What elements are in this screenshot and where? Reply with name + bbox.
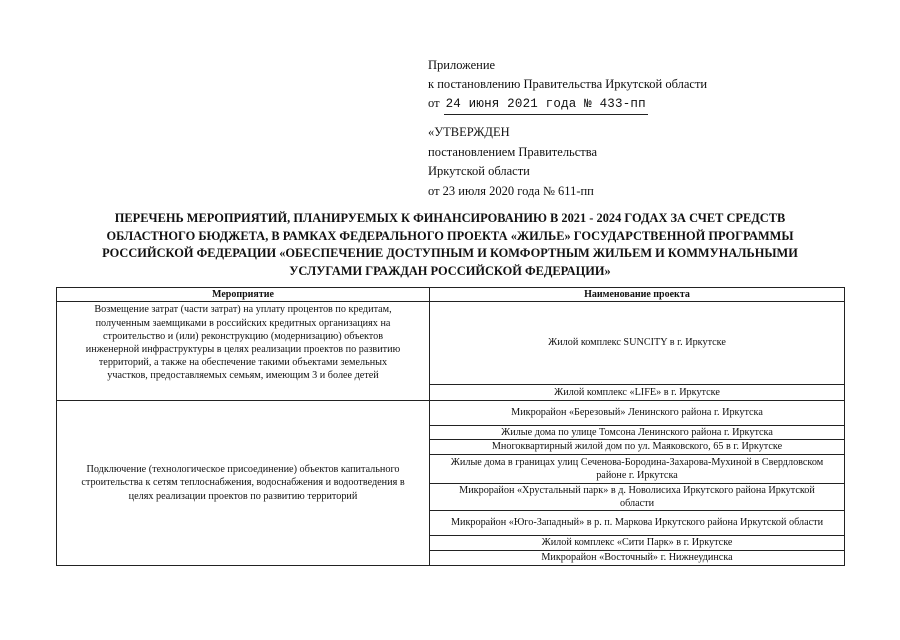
header-project: Наименование проекта xyxy=(584,289,690,300)
project-cell: Микрорайон «Хрустальный парк» в д. Новолисиха Иркутского района Иркутской области xyxy=(459,484,815,509)
attachment-line1: Приложение xyxy=(428,58,496,72)
project-cell: Жилые дома по улице Томсона Ленинского района г. Иркутска xyxy=(501,426,773,438)
project-cell: Микрорайон «Восточный» г. Нижнеудинска xyxy=(541,552,733,564)
approved-block xyxy=(428,123,597,201)
document-title xyxy=(70,210,830,280)
title-line2: ОБЛАСТНОГО БЮДЖЕТА, В РАМКАХ ФЕДЕРАЛЬНОГО ПРОЕКТА «ЖИЛЬЕ» ГОСУДАРСТВЕННОЙ ПРОГРАММЫ xyxy=(106,228,794,243)
approved-line2: постановлением Правительства xyxy=(428,144,598,159)
attachment-line2: к постановлению Правительства Иркутской области xyxy=(428,77,708,91)
project-cell: Микрорайон «Березовый» Ленинского района г. Иркутска xyxy=(511,407,763,419)
measures-table xyxy=(56,287,845,566)
attachment-date-value: 24 июня 2021 года № 433-пп xyxy=(444,95,648,115)
project-cell: Микрорайон «Юго-Западный» в р. п. Маркова Иркутского района Иркутской области xyxy=(450,517,824,529)
project-cell: Жилой комплекс «Сити Парк» в г. Иркутске xyxy=(541,537,733,549)
title-line4: УСЛУГАМИ ГРАЖДАН РОССИЙСКОЙ ФЕДЕРАЦИИ» xyxy=(289,263,611,278)
project-cell: Жилые дома в границах улиц Сеченова-Бородина-Захарова-Мухиной в Свердловском районе г. Иркутска xyxy=(450,456,824,481)
project-cell: Жилой комплекс «LIFE» в г. Иркутске xyxy=(554,386,720,398)
approved-line3: Иркутской области xyxy=(428,164,530,178)
title-line3: РОССИЙСКОЙ ФЕДЕРАЦИИ «ОБЕСПЕЧЕНИЕ ДОСТУПНЫМ И КОМФОРТНЫМ ЖИЛЬЕМ И КОММУНАЛЬНЫМИ xyxy=(102,246,798,260)
approved-line1: «УТВЕРЖДЕН xyxy=(428,125,510,139)
measure2-cell: Подключение (технологическое присоединение) объектов капитального строительства к сетям теплоснабжения, водоснабжения и водоотведения в целях реализации проектов по развитию территорий xyxy=(81,464,405,502)
measure1-cell: Возмещение затрат (части затрат) на уплату процентов по кредитам, полученным заемщиками в российских кредитных организациях на строительство и (или) реконструкцию (модернизацию) объектов инженерной инфраструктуры в целях реализации проектов по развитию территорий, а также на обеспечение такими объектами земельных участков, предоставляемых семьям, имеющим 3 и более детей xyxy=(85,304,401,382)
title-line1: ПЕРЕЧЕНЬ МЕРОПРИЯТИЙ, ПЛАНИРУЕМЫХ К ФИНАНСИРОВАНИЮ В 2021 - 2024 ГОДАХ ЗА СЧЕТ СРЕДСТВ xyxy=(114,211,786,225)
attachment-date-line xyxy=(428,94,707,115)
attachment-block xyxy=(428,56,707,115)
approved-line4: от 23 июля 2020 года № 611-пп xyxy=(428,183,594,198)
project-cell: Жилой комплекс SUNCITY в г. Иркутске xyxy=(548,337,726,349)
attachment-date-prefix: от xyxy=(428,96,440,110)
project-cell: Многоквартирный жилой дом по ул. Маяковского, 65 в г. Иркутске xyxy=(491,441,783,453)
header-measure: Мероприятие xyxy=(212,289,274,300)
